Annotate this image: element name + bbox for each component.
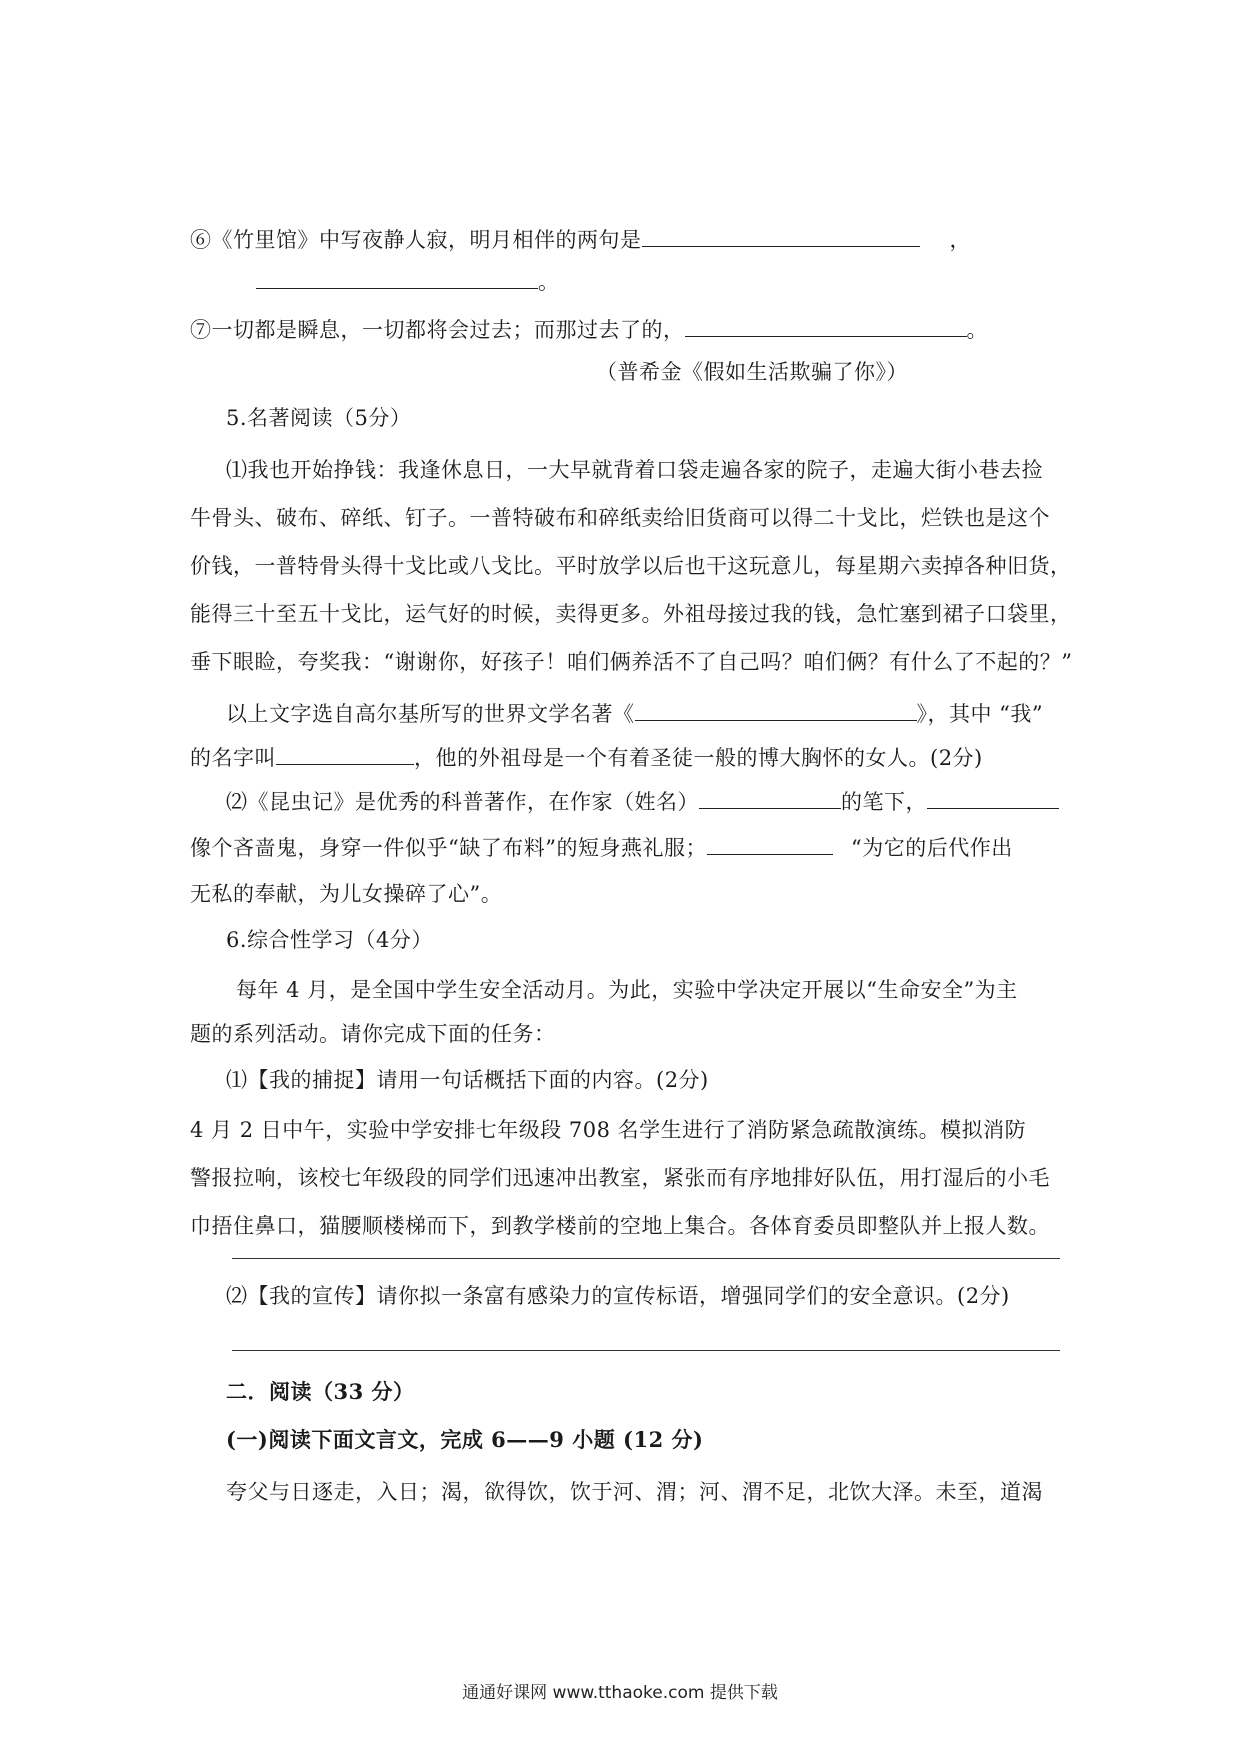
section-2-heading: 二．阅读（33 分）: [226, 1379, 415, 1404]
q5-passage-line-2: 牛骨头、破布、碎纸、钉子。一普特破布和碎纸卖给旧货商可以得二十戈比，烂铁也是这个: [190, 506, 1050, 530]
q6-poem-line: ⑥《竹里馆》中写夜静人寂，明月相伴的两句是 ，: [190, 224, 1060, 254]
q5-passage-line-3: 价钱，一普特骨头得十戈比或八戈比。平时放学以后也干这玩意儿，每星期六卖掉各种旧货，: [190, 554, 1072, 578]
q6-task-1: ⑴【我的捕捉】请用一句话概括下面的内容。(2分): [226, 1068, 709, 1092]
q5-passage-line-5: 垂下眼睑，夸奖我：“谢谢你，好孩子！咱们俩养活不了自己吗？咱们俩？有什么了不起的？”: [190, 650, 1073, 674]
author-blank[interactable]: [699, 786, 841, 809]
answer-blank[interactable]: [685, 314, 967, 337]
q5-passage-line-1: ⑴我也开始挣钱：我逢休息日，一大早就背着口袋走遍各家的院子，走遍大街小巷去捡: [226, 458, 1043, 482]
q5-q2-line-3: 无私的奉献，为儿女操碎了心”。: [190, 882, 503, 906]
page-footer: 通通好课网 www.tthaoke.com 提供下载: [462, 1683, 778, 1703]
insect-blank-2[interactable]: [707, 832, 833, 855]
q5-passage-line-4: 能得三十至五十戈比，运气好的时候，卖得更多。外祖母接过我的钱，急忙塞到裙子口袋里，: [190, 602, 1072, 626]
q6-intro-line-1: 每年 4 月，是全国中学生安全活动月。为此，实验中学决定开展以“生命安全”为主: [236, 978, 1018, 1002]
question-text: ⑥《竹里馆》中写夜静人寂，明月相伴的两句是: [190, 228, 642, 252]
question-text: ⑦一切都是瞬息，一切都将会过去；而那过去了的，: [190, 318, 685, 342]
q6-text-line-3: 巾捂住鼻口，猫腰顺楼梯而下，到教学楼前的空地上集合。各体育委员即整队并上报人数。: [190, 1214, 1050, 1238]
insect-blank-1[interactable]: [927, 786, 1059, 809]
q6-task-2: ⑵【我的宣传】请你拟一条富有感染力的宣传标语，增强同学们的安全意识。(2分): [226, 1284, 1010, 1308]
classical-text-line-1: 夸父与日逐走，入日；渴，欲得饮，饮于河、渭；河、渭不足，北饮大泽。未至，道渴: [226, 1480, 1043, 1504]
q6-text-line-1: 4 月 2 日中午，实验中学安排七年级段 708 名学生进行了消防紧急疏散演练。模拟消防: [190, 1118, 1027, 1142]
q6-heading: 6.综合性学习（4分）: [226, 928, 433, 952]
answer-blank[interactable]: [642, 224, 920, 247]
answer-line-2[interactable]: [232, 1350, 1060, 1351]
book-title-blank[interactable]: [635, 698, 917, 721]
section-2-subheading: (一)阅读下面文言文，完成 6——9 小题 (12 分): [226, 1427, 704, 1452]
name-blank[interactable]: [276, 742, 414, 765]
q5-q1-line-1: 以上文字选自高尔基所写的世界文学名著《 》，其中 “我”: [226, 698, 1060, 728]
answer-blank[interactable]: [256, 266, 538, 289]
q6-text-line-2: 警报拉响，该校七年级段的同学们迅速冲出教室，紧张而有序地排好队伍，用打湿后的小毛: [190, 1166, 1050, 1190]
q7-poem-line: ⑦一切都是瞬息，一切都将会过去；而那过去了的， 。: [190, 314, 1060, 344]
answer-line-1[interactable]: [232, 1258, 1060, 1259]
q5-heading: 5.名著阅读（5分）: [226, 406, 412, 430]
q5-q2-line-2: 像个吝啬鬼，身穿一件似乎“缺了布料”的短身燕礼服； “为它的后代作出: [190, 832, 1060, 862]
q5-q2-line-1: ⑵《昆虫记》是优秀的科普著作，在作家（姓名） 的笔下，: [226, 786, 1060, 816]
q6-intro-line-2: 题的系列活动。请你完成下面的任务：: [190, 1022, 556, 1046]
q6-poem-line-2: 。: [256, 266, 1126, 296]
q5-q1-line-2: 的名字叫 ，他的外祖母是一个有着圣徒一般的博大胸怀的女人。(2分): [190, 742, 1060, 772]
q7-source: （普希金《假如生活欺骗了你》）: [596, 360, 908, 384]
